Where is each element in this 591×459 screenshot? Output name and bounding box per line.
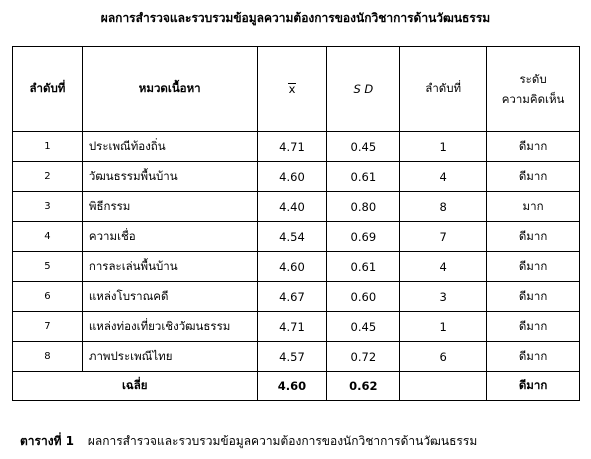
- cell-category: พิธีกรรม: [82, 192, 257, 222]
- cell-rank: 4: [400, 162, 487, 192]
- table-caption: [20, 432, 477, 451]
- cell-rank: 6: [400, 342, 487, 372]
- cell-category: ความเชื่อ: [82, 222, 257, 252]
- cell-rank: 3: [400, 282, 487, 312]
- table-row: [13, 222, 580, 252]
- cell-mean: 4.71: [257, 312, 327, 342]
- header-sd: S D: [327, 47, 400, 132]
- cell-rank: 7: [400, 222, 487, 252]
- table-row: [13, 192, 580, 222]
- footer-mean: 4.60: [257, 372, 327, 401]
- cell-sd: 0.61: [327, 162, 400, 192]
- cell-level: มาก: [487, 192, 580, 222]
- cell-level: ดีมาก: [487, 252, 580, 282]
- cell-level: ดีมาก: [487, 132, 580, 162]
- cell-mean: 4.71: [257, 132, 327, 162]
- header-level: [487, 47, 580, 132]
- header-level-line2: ความคิดเห็น: [501, 92, 565, 106]
- header-mean-symbol: x: [288, 82, 296, 96]
- table-row: [13, 162, 580, 192]
- cell-sd: 0.60: [327, 282, 400, 312]
- caption-label: ตารางที่ 1: [20, 434, 75, 448]
- cell-category: ประเพณีท้องถิ่น: [82, 132, 257, 162]
- header-category: หมวดเนื้อหา: [82, 47, 257, 132]
- survey-table: [12, 46, 580, 401]
- cell-rank: 1: [400, 312, 487, 342]
- table-header-row: [13, 47, 580, 132]
- cell-category: แหล่งโบราณคดี: [82, 282, 257, 312]
- footer-level: ดีมาก: [487, 372, 580, 401]
- header-mean: [257, 47, 327, 132]
- cell-category: การละเล่นพื้นบ้าน: [82, 252, 257, 282]
- cell-category: วัฒนธรรมพื้นบ้าน: [82, 162, 257, 192]
- cell-mean: 4.60: [257, 162, 327, 192]
- cell-sd: 0.80: [327, 192, 400, 222]
- cell-rank: 1: [400, 132, 487, 162]
- cell-rank: 4: [400, 252, 487, 282]
- cell-rank: 8: [400, 192, 487, 222]
- cell-sd: 0.45: [327, 312, 400, 342]
- cell-no: 6: [13, 282, 83, 312]
- cell-no: 8: [13, 342, 83, 372]
- table-row: [13, 132, 580, 162]
- cell-no: 5: [13, 252, 83, 282]
- footer-sd: 0.62: [327, 372, 400, 401]
- cell-mean: 4.40: [257, 192, 327, 222]
- table-footer-row: [13, 372, 580, 401]
- cell-level: ดีมาก: [487, 342, 580, 372]
- cell-sd: 0.45: [327, 132, 400, 162]
- header-rank: ลำดับที่: [400, 47, 487, 132]
- table-row: [13, 252, 580, 282]
- cell-sd: 0.72: [327, 342, 400, 372]
- cell-category: ภาพประเพณีไทย: [82, 342, 257, 372]
- cell-level: ดีมาก: [487, 312, 580, 342]
- cell-no: 1: [13, 132, 83, 162]
- cell-mean: 4.67: [257, 282, 327, 312]
- cell-no: 7: [13, 312, 83, 342]
- table-row: [13, 282, 580, 312]
- cell-no: 4: [13, 222, 83, 252]
- cell-mean: 4.54: [257, 222, 327, 252]
- header-no: ลำดับที่: [13, 47, 83, 132]
- cell-mean: 4.60: [257, 252, 327, 282]
- cell-no: 3: [13, 192, 83, 222]
- footer-label: เฉลี่ย: [13, 372, 258, 401]
- footer-rank: [400, 372, 487, 401]
- caption-text: ผลการสำรวจและรวบรวมข้อมูลความต้องการของนักวิชาการด้านวัฒนธรรม: [87, 434, 478, 448]
- cell-level: ดีมาก: [487, 162, 580, 192]
- header-level-line1: ระดับ: [519, 72, 547, 86]
- cell-category: แหล่งท่องเที่ยวเชิงวัฒนธรรม: [82, 312, 257, 342]
- cell-sd: 0.69: [327, 222, 400, 252]
- page-title: ผลการสำรวจและรวบรวมข้อมูลความต้องการของนักวิชาการด้านวัฒนธรรม: [100, 11, 491, 25]
- cell-no: 2: [13, 162, 83, 192]
- table-row: [13, 342, 580, 372]
- table-row: [13, 312, 580, 342]
- cell-level: ดีมาก: [487, 222, 580, 252]
- cell-sd: 0.61: [327, 252, 400, 282]
- cell-mean: 4.57: [257, 342, 327, 372]
- cell-level: ดีมาก: [487, 282, 580, 312]
